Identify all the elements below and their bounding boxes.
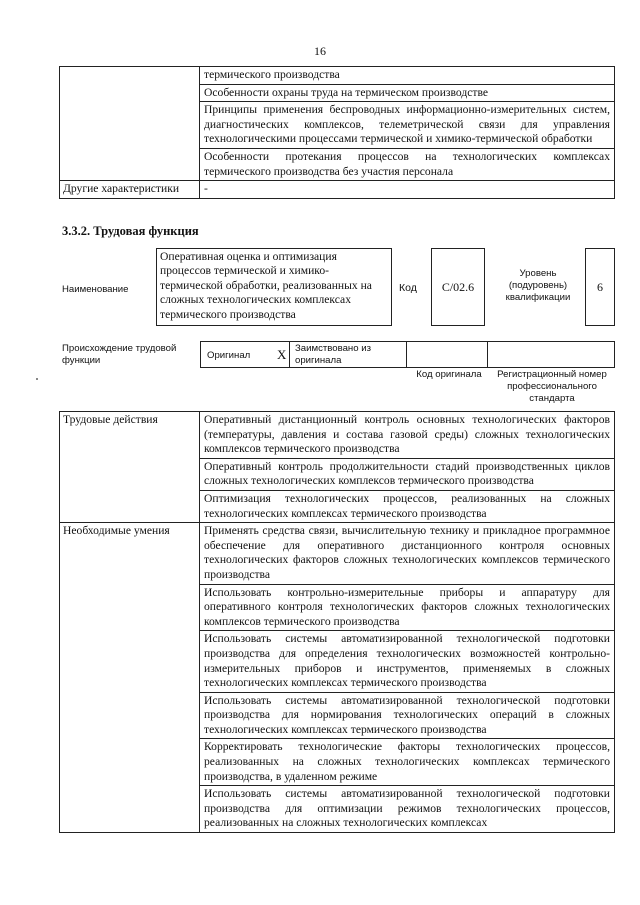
- origin-label: Происхождение трудовой функции: [62, 343, 177, 366]
- table-cell: Использовать системы автоматизированной технологической подготовки производства для определения технологических возможностей контрольно-измерительных приборов и инструментов, применяемых в сложных технологических комплексах термического производства: [200, 631, 615, 692]
- function-name-box: [156, 248, 392, 326]
- table-cell: Оптимизация технологических процессов, реализованных на сложных технологических комплексах термического производства: [200, 490, 615, 522]
- table-cell: Корректировать технологические факторы технологических процессов, реализованных на сложных технологических комплексах термического производства, в удаленном режиме: [200, 739, 615, 786]
- code-original-label: Код оригинала: [416, 369, 482, 380]
- table-cell: Применять средства связи, вычислительную технику и прикладное программное обеспечение для оперативного дистанционного контроля основных технологических факторов сложных технологических комплексов термического производства: [200, 523, 615, 584]
- table-row: [60, 181, 615, 199]
- table-cell: Особенности охраны труда на термическом производстве: [200, 84, 615, 102]
- row-label: Трудовые действия: [60, 412, 200, 523]
- table-cell: термического производства: [200, 67, 615, 85]
- row-label: Необходимые умения: [60, 523, 200, 833]
- row-label: [60, 67, 200, 181]
- table-cell: Использовать системы автоматизированной технологической подготовки производства для оптимизации режимов технологических процессов, реализованных на сложных технологических комплексах: [200, 786, 615, 833]
- table-cell: -: [200, 181, 615, 199]
- reg-number-label: Регистрационный номер профессионального стандарта: [497, 369, 607, 404]
- table-row: [60, 412, 615, 459]
- table-cell: Оперативный контроль продолжительности стадий производственных циклов сложных технологических комплексов термического производства: [200, 458, 615, 490]
- table-row: [60, 523, 615, 584]
- original-label: Оригинал: [207, 350, 251, 361]
- margin-dot: [36, 378, 38, 380]
- level-box: [585, 248, 615, 326]
- code-original-cell: [406, 341, 488, 368]
- borrowed-label: Заимствовано из оригинала: [295, 343, 371, 366]
- reg-number-cell: [487, 341, 615, 368]
- original-mark: X: [277, 347, 287, 362]
- section-title: 3.3.2. Трудовая функция: [62, 224, 199, 238]
- function-code-box: [431, 248, 485, 326]
- table-cell: Особенности протекания процессов на технологических комплексах термического производства без участия персонала: [200, 148, 615, 180]
- page-number: 16: [314, 44, 326, 58]
- table-cell: Использовать системы автоматизированной технологической подготовки производства для нормирования технологических операций в сложных технологических комплексах термического производства: [200, 692, 615, 739]
- code-label: Код: [399, 282, 417, 294]
- top-characteristics-table: [59, 66, 615, 199]
- function-name-value: Оперативная оценка и оптимизация процессов термической и химико-термической обработки, реализованных на сложных технологических комплексах термического производства: [160, 250, 372, 321]
- level-label: Уровень (подуровень) квалификации: [505, 268, 571, 303]
- table-cell: Принципы применения беспроводных информационно-измерительных систем, диагностических комплексов, телеметрической связи для управления технологическими процессами термической и химико-термической обработки: [200, 102, 615, 149]
- function-code-value: C/02.6: [441, 279, 475, 294]
- borrowed-cell: [289, 341, 407, 368]
- table-cell: Оперативный дистанционный контроль основных технологических факторов (температуры, давления и состава газовой среды) сложных технологических комплексов термического производства: [200, 412, 615, 459]
- row-label: Другие характеристики: [60, 181, 200, 199]
- original-cell: [200, 341, 290, 368]
- table-row: [60, 67, 615, 85]
- table-cell: Использовать контрольно-измерительные приборы и аппаратуру для оперативного контроля технологических факторов сложных технологических комплексов термического производства: [200, 584, 615, 631]
- name-label: Наименование: [62, 284, 129, 295]
- labor-function-table: [59, 411, 615, 833]
- level-value: 6: [597, 279, 603, 294]
